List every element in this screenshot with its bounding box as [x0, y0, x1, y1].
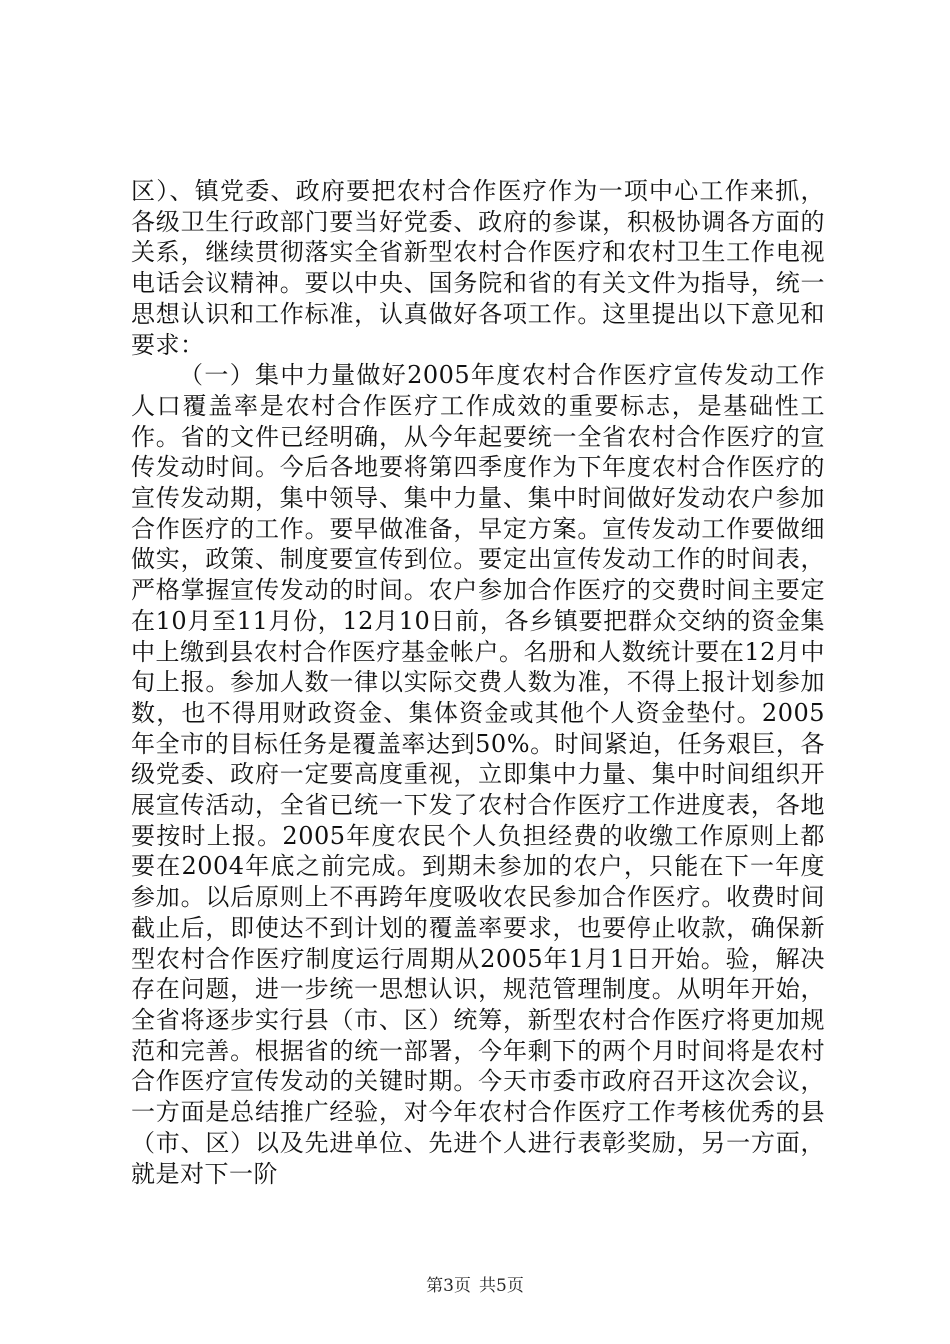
paragraph-intro: 区）、镇党委、政府要把农村合作医疗作为一项中心工作来抓，各级卫生行政部门要当好党委、政府的参谋，积极协调各方面的关系，继续贯彻落实全省新型农村合作医疗和农村卫生工作电视电话会议精神。要以中央、国务院和省的有关文件为指导，统一思想认识和工作标准，认真做好各项工作。这里提出以下意见和要求：	[131, 177, 825, 359]
paragraph-section-one: （一）集中力量做好2005年度农村合作医疗宣传发动工作人口覆盖率是农村合作医疗工作成效的重要标志，是基础性工作。省的文件已经明确，从今年起要统一全省农村合作医疗的宣传发动时间。今后各地要将第四季度作为下年度农村合作医疗的宣传发动期，集中领导、集中力量、集中时间做好发动农户参加合作医疗的工作。要早做准备，早定方案。宣传发动工作要做细做实，政策、制度要宣传到位。要定出宣传发动工作的时间表，严格掌握宣传发动的时间。农户参加合作医疗的交费时间主要定在10月至11月份，12月10日前，各乡镇要把群众交纳的资金集中上缴到县农村合作医疗基金帐户。名册和人数统计要在12月中旬上报。参加人数一律以实际交费人数为准，不得上报计划参加数，也不得用财政资金、集体资金或其他个人资金垫付。2005年全市的目标任务是覆盖率达到50%。时间紧迫，任务艰巨，各级党委、政府一定要高度重视，立即集中力量、集中时间组织开展宣传活动，全省已统一下发了农村合作医疗工作进度表，各地要按时上报。2005年度农民个人负担经费的收缴工作原则上都要在2004年底之前完成。到期未参加的农户，只能在下一年度参加。以后原则上不再跨年度吸收农民参加合作医疗。收费时间截止后，即使达不到计划的覆盖率要求，也要停止收款，确保新型农村合作医疗制度运行周期从2005年1月1日开始。验，解决存在问题，进一步统一思想认识，规范管理制度。从明年开始，全省将逐步实行县（市、区）统筹，新型农村合作医疗将更加规范和完善。根据省的统一部署，今年剩下的两个月时间将是农村合作医疗宣传发动的关键时期。今天市委市政府召开这次会议，一方面是总结推广经验，对今年农村合作医疗工作考核优秀的县（市、区）以及先进单位、先进个人进行表彰奖励，另一方面，就是对下一阶	[131, 361, 825, 1188]
page-footer	[0, 1271, 950, 1296]
page-total: 共5页	[479, 1276, 524, 1296]
document-body	[131, 176, 825, 1189]
page-number: 第3页	[426, 1276, 471, 1296]
